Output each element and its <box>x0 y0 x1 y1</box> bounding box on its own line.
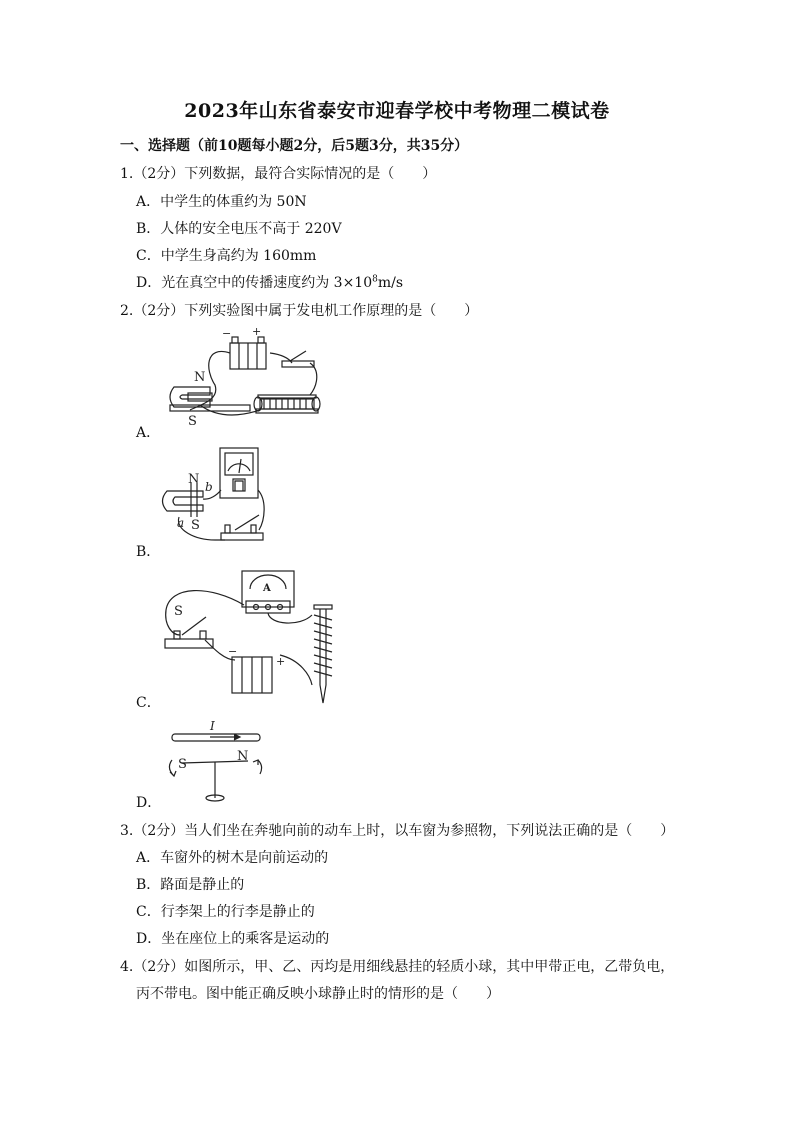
fig-c-s-label: S <box>174 604 183 619</box>
q2-option-b: B． <box>136 544 161 560</box>
fig-a-minus-label: − <box>222 327 232 340</box>
q4-stem-line1: 4.（2分）如图所示，甲、乙、丙均是用细线悬挂的轻质小球，其中甲带正电，乙带负电， <box>120 959 675 975</box>
q4-stem-line2: 丙不带电。图中能正确反映小球静止时的情形的是（ ） <box>136 986 500 1002</box>
figure-a-motor-circuit <box>160 325 340 430</box>
fig-a-plus-label: + <box>252 325 262 338</box>
fig-b-b-label: b <box>205 480 213 494</box>
fig-b-n-label: N <box>188 472 200 487</box>
figure-b-generator-circuit <box>155 445 275 550</box>
fig-d-s-label: S <box>178 757 187 772</box>
q3-option-d: D．坐在座位上的乘客是运动的 <box>136 931 330 947</box>
q1-option-b: B．人体的安全电压不高于 220V <box>136 221 342 237</box>
fig-c-minus-label: − <box>228 645 238 658</box>
q1-stem: 1.（2分）下列数据，最符合实际情况的是（ ） <box>120 166 437 182</box>
q3-option-a: A．车窗外的树木是向前运动的 <box>136 850 329 866</box>
fig-b-a-label: a <box>177 516 185 530</box>
fig-d-current-label: I <box>210 719 215 733</box>
q1-option-a: A．中学生的体重约为 50N <box>136 194 307 210</box>
fig-a-n-label: N <box>194 370 206 385</box>
figure-d-oersted-experiment <box>160 716 270 806</box>
fig-c-plus-label: + <box>276 655 286 668</box>
q2-option-c: C． <box>136 695 161 711</box>
figure-c-electromagnet-circuit <box>160 565 345 705</box>
exam-title: 2023年山东省泰安市迎春学校中考物理二模试卷 <box>184 100 610 122</box>
q1-option-c: C．中学生身高约为 160mm <box>136 248 317 264</box>
fig-d-n-label: N <box>237 749 249 764</box>
q2-option-d: D． <box>136 795 162 811</box>
fig-c-ammeter-label: A <box>263 583 271 594</box>
fig-a-s-label: S <box>188 414 197 429</box>
q1-option-d: D．光在真空中的传播速度约为 $3\times 10^8m/s$ <box>136 274 404 291</box>
section-heading: 一、选择题（前10题每小题2分，后5题3分，共35分） <box>120 138 469 154</box>
fig-b-s-label: S <box>191 518 200 533</box>
q3-option-c: C．行李架上的行李是静止的 <box>136 904 315 920</box>
q2-stem: 2.（2分）下列实验图中属于发电机工作原理的是（ ） <box>120 303 479 319</box>
q3-stem: 3.（2分）当人们坐在奔驰向前的动车上时，以车窗为参照物，下列说法正确的是（ ） <box>120 823 675 839</box>
q2-option-a: A． <box>136 425 161 441</box>
q3-option-b: B．路面是静止的 <box>136 877 245 893</box>
